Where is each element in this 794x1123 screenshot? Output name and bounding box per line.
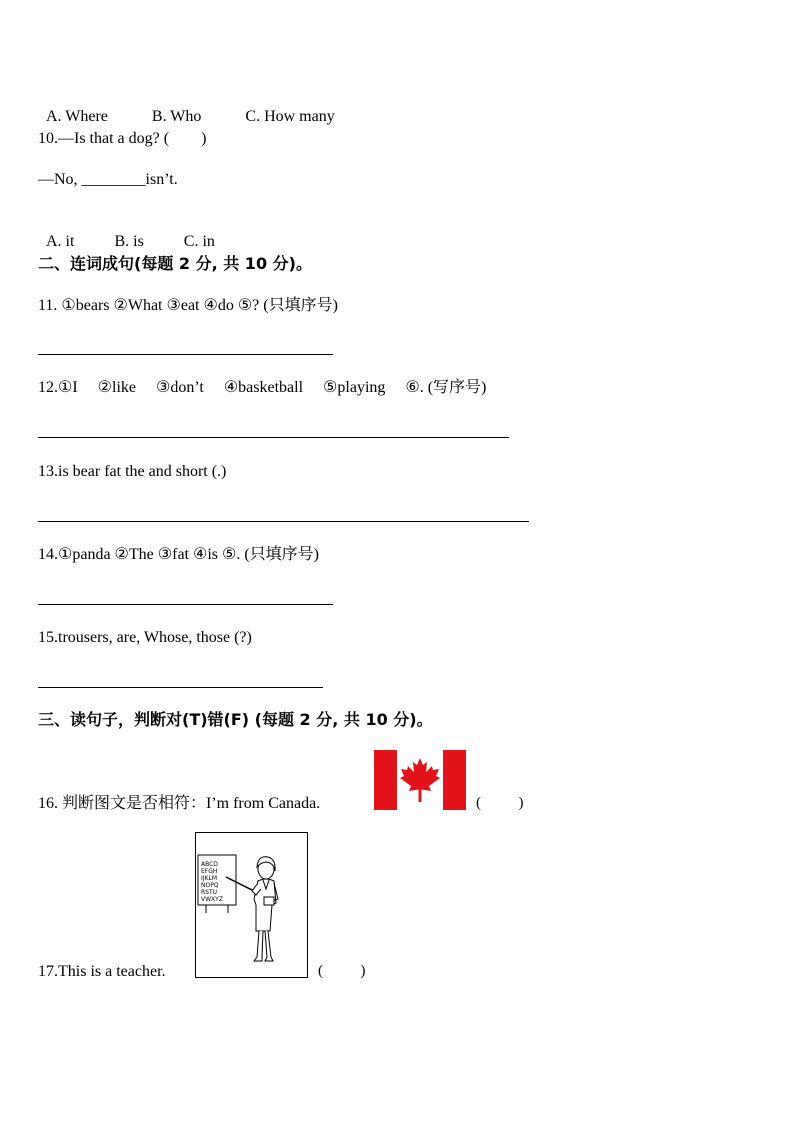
q10-answer-line: —No, ________isn’t. [38,171,178,188]
q10-option-c: C. in [183,233,215,250]
board-line-4: NOPQ [201,882,219,889]
q17-text: 17.This is a teacher. [38,963,166,980]
teacher-illustration-image [195,832,308,978]
q14-answer-rule [38,604,333,605]
q14-text: 14.①panda ②The ③fat ④is ⑤. (只填序号) [38,546,320,563]
q16-answer-paren: ( ) [476,795,524,811]
board-line-1: ABCD [201,861,218,868]
q9-option-a: A. Where [46,108,108,125]
q10-option-b: B. is [114,233,144,250]
canada-flag-image [374,750,466,810]
q13-answer-rule [38,521,529,522]
section2-heading: 二、连词成句(每题 2 分, 共 10 分)。 [38,254,312,273]
board-line-5: RSTU [201,889,218,896]
q10-question: 10.—Is that a dog? ( ) [38,130,207,147]
q9-option-b: B. Who [151,108,202,125]
board-line-6: VWXYZ [201,896,223,903]
section3-heading: 三、读句子，判断对(T)错(F) (每题 2 分, 共 10 分)。 [38,710,433,729]
q10-options [38,212,215,252]
q11-text: 11. ①bears ②What ③eat ④do ⑤? (只填序号) [38,297,338,314]
q17-answer-paren: ( ) [318,963,366,979]
q12-text: 12.①I ②like ③don’t ④basketball ⑤playing ⑥. (写序号) [38,379,487,396]
teacher-drawing [196,833,307,977]
q10-option-a: A. it [46,233,75,250]
q13-text: 13.is bear fat the and short (.) [38,463,227,480]
q15-text: 15.trousers, are, Whose, those (?) [38,629,252,646]
q9-option-c: C. How many [245,108,335,125]
board-line-3: IJKLM [201,875,217,882]
q12-answer-rule [38,437,509,438]
board-line-2: EFGH [201,868,218,875]
q11-answer-rule [38,354,333,355]
q15-answer-rule [38,687,323,688]
q9-options [38,87,335,127]
q16-text: 16. 判断图文是否相符：I’m from Canada. [38,795,321,812]
